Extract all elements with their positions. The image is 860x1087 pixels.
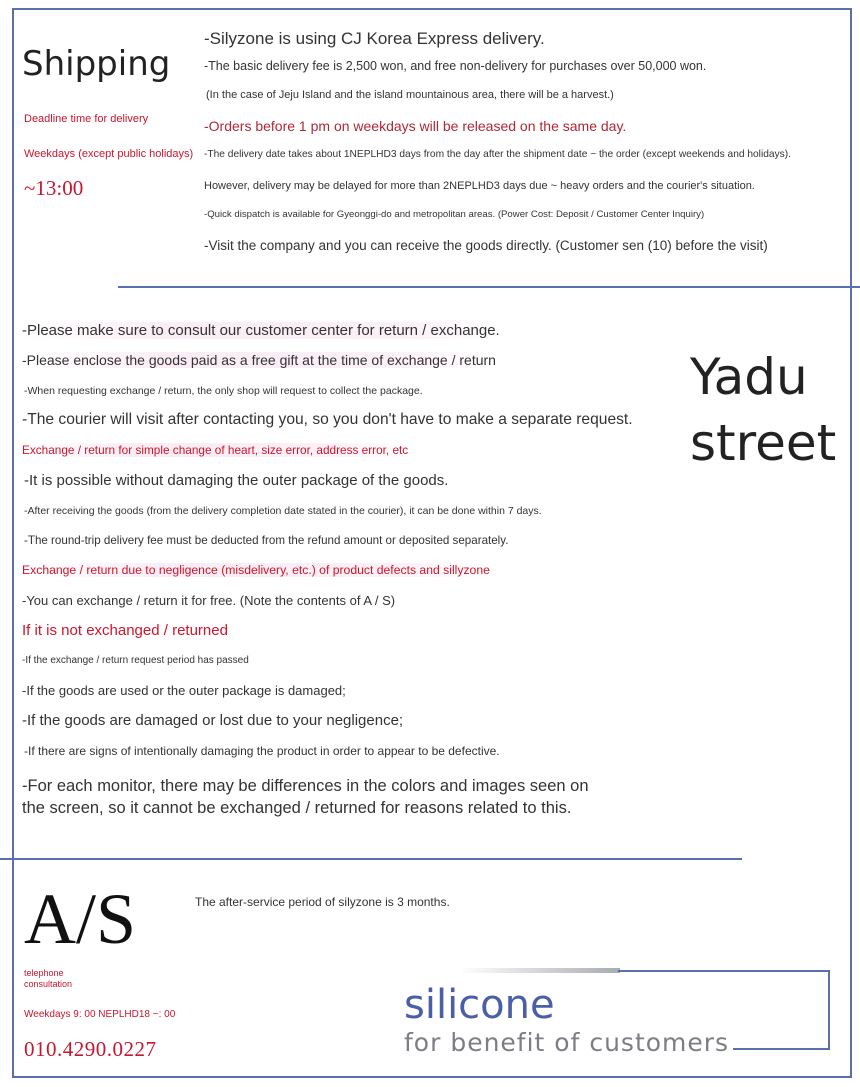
deadline-time: ~13:00: [24, 176, 84, 200]
returns-line: -It is possible without damaging the outer package of the goods.: [24, 472, 449, 489]
shipping-line: -The delivery date takes about 1NEPLHD3 days from the day after the shipment date ~ the order (except weekends and holidays).: [204, 149, 791, 160]
returns-line: -The round-trip delivery fee must be deducted from the refund amount or deposited separately.: [24, 534, 509, 547]
shipping-line: -Quick dispatch is available for Gyeonggi-do and metropolitan areas. (Power Cost: Deposit / Customer Center Inquiry): [204, 209, 705, 220]
returns-heading: Exchange / return due to negligence (misdelivery, etc.) of product defects and sillyzone: [22, 563, 490, 577]
phone-number: 010.4290.0227: [24, 1037, 157, 1061]
brand-logo-word: silicone: [404, 982, 555, 1028]
returns-line: -If there are signs of intentionally damaging the product in order to appear to be defective.: [24, 744, 500, 758]
shipping-line: -Visit the company and you can receive the goods directly. (Customer sen (10) before the visit): [204, 238, 768, 253]
shipping-title: Shipping: [22, 44, 171, 84]
consultation-hours: Weekdays 9: 00 NEPLHD18 ~: 00: [24, 1009, 176, 1020]
frame-top-line: [12, 8, 852, 10]
shipping-line: (In the case of Jeju Island and the island mountainous area, there will be a harvest.): [206, 89, 614, 101]
shipping-line: However, delivery may be delayed for more than 2NEPLHD3 days due ~ heavy orders and the courier's situation.: [204, 180, 755, 192]
returns-heading: If it is not exchanged / returned: [22, 622, 228, 639]
returns-line: -Please enclose the goods paid as a free gift at the time of exchange / return: [22, 352, 496, 368]
shipping-line: -Silyzone is using CJ Korea Express delivery.: [204, 29, 545, 48]
shipping-line-highlight: -Orders before 1 pm on weekdays will be released on the same day.: [204, 118, 627, 134]
returns-line: -If the goods are damaged or lost due to your negligence;: [22, 712, 404, 729]
returns-line: -For each monitor, there may be differences in the colors and images seen on: [22, 777, 589, 795]
frame-left-line-top: [12, 8, 14, 288]
returns-line: the screen, so it cannot be exchanged / returned for reasons related to this.: [22, 799, 572, 817]
weekdays-label: Weekdays (except public holidays): [24, 148, 194, 160]
returns-line: -You can exchange / return it for free. (Note the contents of A / S): [22, 593, 396, 608]
shipping-line: -The basic delivery fee is 2,500 won, and free non-delivery for purchases over 50,000 won.: [204, 59, 707, 73]
logo-accent-bar: [460, 968, 620, 973]
returns-divider: [0, 858, 742, 860]
frame-bottom-line: [12, 1076, 852, 1078]
shipping-divider: [118, 286, 860, 288]
returns-line: -The courier will visit after contacting you, so you don't have to make a separate request.: [22, 411, 633, 428]
frame-right-line: [850, 8, 852, 1078]
returns-side-title: Yadu street: [690, 348, 837, 472]
returns-line: -When requesting exchange / return, the only shop will request to collect the package.: [24, 385, 423, 397]
telephone-label: telephone consultation: [24, 968, 73, 989]
returns-line: -If the exchange / return request period has passed: [22, 655, 249, 666]
frame-left-line: [12, 288, 14, 1078]
deadline-label: Deadline time for delivery: [24, 113, 149, 125]
returns-line: -If the goods are used or the outer package is damaged;: [22, 683, 346, 698]
as-period: The after-service period of silyzone is 3 months.: [195, 895, 450, 909]
returns-line: -After receiving the goods (from the delivery completion date stated in the courier), it can be done within 7 days.: [24, 505, 542, 517]
as-title: A/S: [24, 879, 137, 959]
returns-heading: Exchange / return for simple change of heart, size error, address error, etc: [22, 443, 409, 457]
returns-line: -Please make sure to consult our customer center for return / exchange.: [22, 322, 500, 339]
brand-tagline: for benefit of customers: [404, 1028, 733, 1057]
